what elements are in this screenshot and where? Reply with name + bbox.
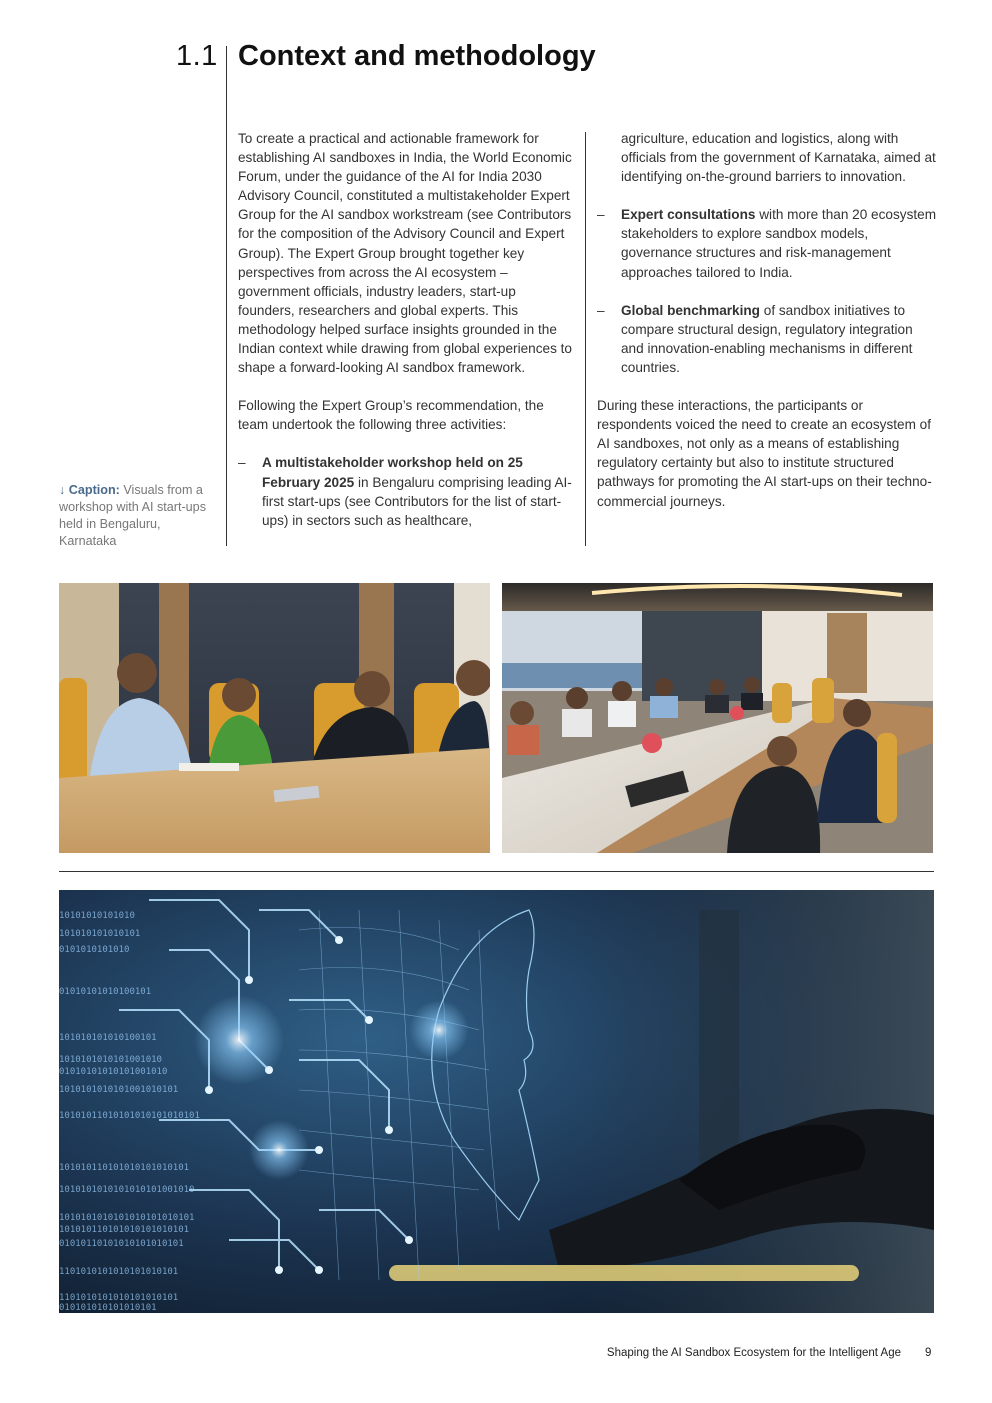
column-divider — [585, 132, 586, 546]
paragraph-activities-lead: Following the Expert Group’s recommendation, the team undertook the following three activities: — [238, 398, 544, 433]
workshop-photo-2 — [502, 583, 933, 853]
paragraph-interactions: During these interactions, the participants or respondents voiced the need to create an ecosystem of AI sandboxes, not only as a means of establishing regulatory certainty but also to institute structured pathways for promoting the AI start-ups on their techno-commercial journeys. — [597, 398, 932, 509]
title-divider — [226, 46, 227, 546]
list-item — [597, 205, 937, 281]
svg-text:01010101010100101: 01010101010100101 — [59, 987, 152, 997]
body-column-left — [238, 129, 576, 530]
bullet-text: agriculture, education and logistics, along with officials from the government of Karnataka, aimed at identifying on-the-ground barriers to innovation. — [621, 131, 936, 185]
bullet-dash: – — [597, 302, 605, 318]
bullet-bold-text: Global benchmarking — [621, 302, 760, 318]
svg-text:101010110101010101010101: 101010110101010101010101 — [59, 1225, 190, 1235]
svg-text:01010110101010101010101: 01010110101010101010101 — [59, 1239, 184, 1249]
bullet-dash: – — [238, 455, 246, 471]
bullet-text: with more than 20 ecosystem stakeholders to explore sandbox models, governance structures and risk-management approaches tailored to India. — [621, 207, 937, 280]
list-item — [238, 453, 576, 529]
bullet-bold-text: A multistakeholder workshop held on 25 February 2025 — [262, 455, 523, 490]
caption-label: Caption: — [68, 483, 120, 497]
page-number: 9 — [925, 1347, 932, 1359]
svg-text:1101010101010101010101: 1101010101010101010101 — [59, 1267, 179, 1277]
svg-text:1101010101010101010101: 1101010101010101010101 — [59, 1293, 179, 1303]
section-number: 1.1 — [176, 40, 218, 72]
svg-text:101010101010101: 101010101010101 — [59, 929, 141, 939]
svg-text:1010101010101010101010101: 1010101010101010101010101 — [59, 1213, 195, 1223]
body-column-right — [597, 129, 937, 511]
figure-caption — [59, 482, 214, 550]
svg-text:101010101010100101: 101010101010100101 — [59, 1033, 157, 1043]
footer-document-title: Shaping the AI Sandbox Ecosystem for the Intelligent Age — [606, 1347, 901, 1359]
svg-text:10101010101010: 10101010101010 — [59, 911, 135, 921]
svg-text:10101011010101010101010101: 10101011010101010101010101 — [59, 1111, 200, 1121]
svg-text:1010101010101010101001010: 1010101010101010101001010 — [59, 1185, 195, 1195]
page-title: Context and methodology — [238, 40, 596, 72]
svg-text:01010101010101001010: 01010101010101001010 — [59, 1067, 168, 1077]
ai-hero-image — [59, 890, 934, 1313]
svg-text:1010101010101001010101: 1010101010101001010101 — [59, 1085, 179, 1095]
svg-text:010101010101010101: 010101010101010101 — [59, 1303, 157, 1313]
paragraph-intro: To create a practical and actionable framework for establishing AI sandboxes in India, the World Economic Forum, under the guidance of the AI for India 2030 Advisory Council, constituted a multistakeholder Expert Group for the AI sandbox workstream (see Contributors for the composition of the Advisory Council and Expert Group). The Expert Group brought together key perspectives from across the AI ecosystem – government officials, industry leaders, start-up founders, researchers and global experts. This methodology helped surface insights grounded in the Indian context while drawing from global experiences to shape a forward-looking AI sandbox framework. — [238, 131, 572, 376]
svg-text:101010110101010101010101: 101010110101010101010101 — [59, 1163, 190, 1173]
bullet-bold-text: Expert consultations — [621, 207, 756, 223]
section-rule — [59, 871, 934, 872]
bullet-text: in Bengaluru comprising leading AI-first start-ups (see Contributors for the list of start-ups) in sectors such as healthcare, — [262, 474, 572, 528]
svg-text:1010101010101001010: 1010101010101001010 — [59, 1055, 162, 1065]
caption-text: Visuals from a workshop with AI start-ups held in Bengaluru, Karnataka — [59, 483, 206, 548]
workshop-photo-1 — [59, 583, 490, 853]
list-item-continuation — [597, 129, 937, 186]
bullet-dash: – — [597, 207, 605, 223]
bullet-text: of sandbox initiatives to compare structural design, regulatory integration and innovation-enabling mechanisms in different countries. — [621, 302, 913, 375]
svg-text:0101010101010: 0101010101010 — [59, 945, 130, 955]
list-item — [597, 301, 937, 377]
arrow-down-icon: ↓ — [59, 483, 66, 497]
